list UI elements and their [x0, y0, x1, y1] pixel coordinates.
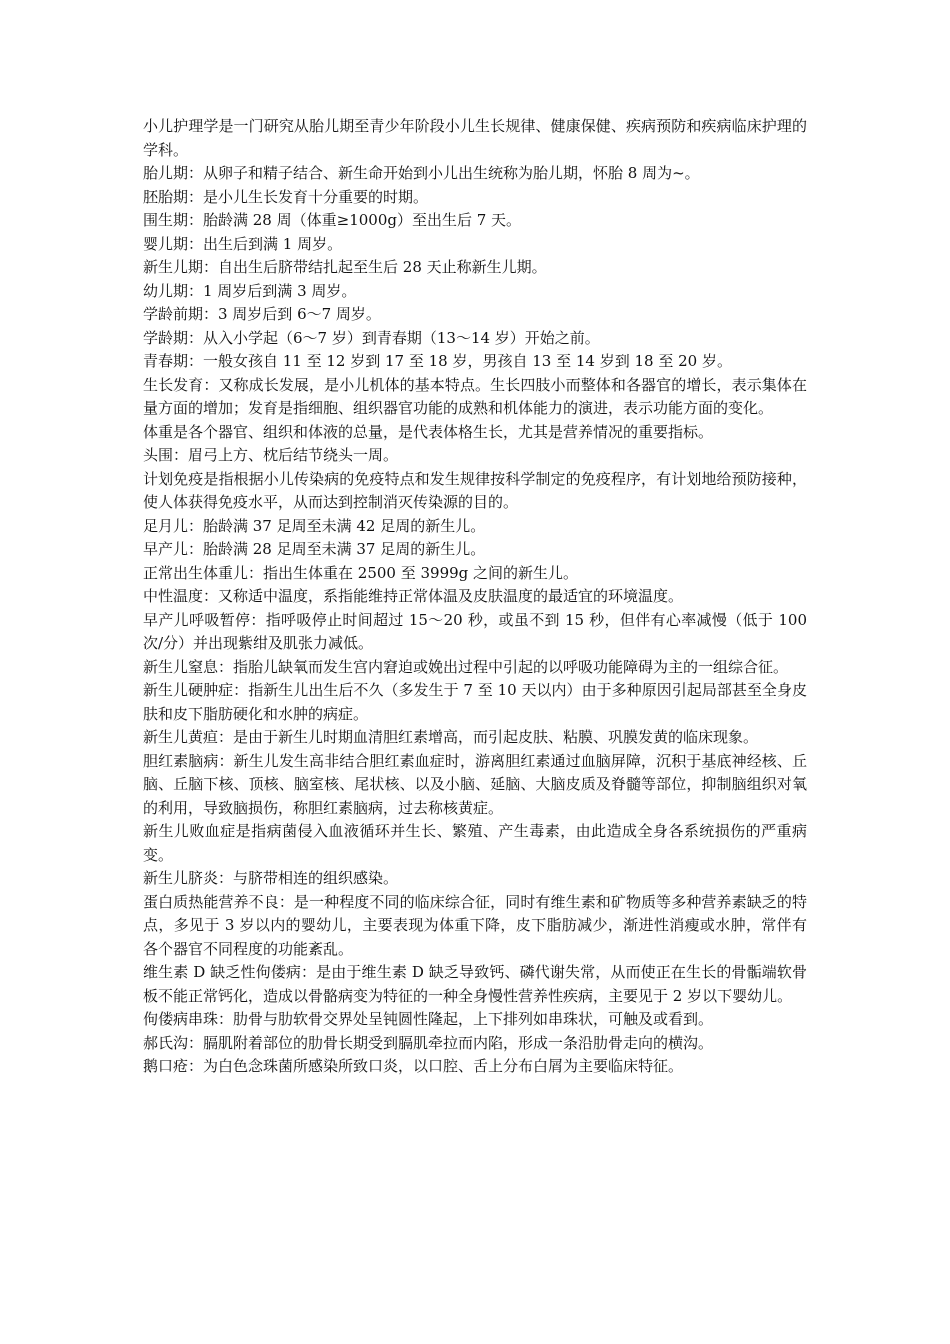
definition-protein-energy-malnutrition: 蛋白质热能营养不良：是一种程度不同的临床综合征，同时有维生素和矿物质等多种营养素缺乏的特点，多见于 3 岁以内的婴幼儿，主要表现为体重下降，皮下脂肪减少，渐进性消瘦或水肿，常伴有各个器官不同程度的功能紊乱。	[143, 892, 807, 958]
definition-rachitic-rosary: 佝偻病串珠：肋骨与肋软骨交界处呈钝圆性隆起，上下排列如串珠状，可触及或看到。	[143, 1010, 714, 1028]
definition-toddler-period: 幼儿期：1 周岁后到满 3 周岁。	[143, 281, 357, 300]
definition-head-circumference: 头围：眉弓上方、枕后结节绕头一周。	[143, 446, 399, 464]
definition-adolescence: 青春期：一般女孩自 11 至 12 岁到 17 至 18 岁，男孩自 13 至 14 岁到 18 至 20 岁。	[143, 352, 732, 370]
definition-harrison-groove: 郝氏沟：膈肌附着部位的肋骨长期受到膈肌牵拉而内陷，形成一条沿肋骨走向的横沟。	[143, 1033, 714, 1052]
definition-vitamin-d-rickets: 维生素 D 缺乏性佝偻病：是由于维生素 D 缺乏导致钙、磷代谢失常，从而使正在生长的骨骺端软骨板不能正常钙化，造成以骨骼病变为特征的一种全身慢性营养性疾病，主要见于 2 岁以下婴幼儿。	[143, 963, 807, 1005]
definition-preschool-period: 学龄前期：3 周岁后到 6～7 周岁。	[143, 305, 381, 323]
definition-body-weight: 体重是各个器官、组织和体液的总量，是代表体格生长，尤其是营养情况的重要指标。	[143, 422, 714, 441]
document-page	[143, 115, 807, 1079]
definition-growth-development: 生长发育：又称成长发展，是小儿机体的基本特点。生长四肢小而整体和各器官的增长，表示集体在量方面的增加；发育是指细胞、组织器官功能的成熟和机体能力的演进，表示功能方面的变化。	[143, 375, 807, 417]
definition-embryonic-period: 胚胎期：是小儿生长发育十分重要的时期。	[143, 187, 429, 206]
definition-neutral-temperature: 中性温度：又称适中温度，系指能维持正常体温及皮肤温度的最适宜的环境温度。	[143, 587, 684, 605]
definition-planned-immunization: 计划免疫是指根据小儿传染病的免疫特点和发生规律按科学制定的免疫程序，有计划地给预防接种，使人体获得免疫水平，从而达到控制消灭传染源的目的。	[143, 469, 807, 511]
definition-full-term-infant: 足月儿：胎龄满 37 足周至未满 42 足周的新生儿。	[143, 516, 486, 535]
definition-normal-birth-weight: 正常出生体重儿：指出生体重在 2500 至 3999g 之间的新生儿。	[143, 563, 579, 582]
intro-paragraph: 小儿护理学是一门研究从胎儿期至青少年阶段小儿生长规律、健康保健、疾病预防和疾病临床护理的学科。	[143, 117, 807, 159]
definition-neonatal-jaundice: 新生儿黄疸：是由于新生儿时期血清胆红素增高，而引起皮肤、粘膜、巩膜发黄的临床现象。	[143, 728, 759, 746]
definition-apnea-of-prematurity: 早产儿呼吸暂停：指呼吸停止时间超过 15～20 秒，或虽不到 15 秒，但伴有心率减慢（低于 100 次/分）并出现紫绀及肌张力减低。	[143, 610, 807, 652]
definition-bilirubin-encephalopathy: 胆红素脑病：新生儿发生高非结合胆红素血症时，游离胆红素通过血脑屏障，沉积于基底神经核、丘脑、丘脑下核、顶核、脑室核、尾状核、以及小脑、延脑、大脑皮质及脊髓等部位，抑制脑组织对氧的利用，导致脑损伤，称胆红素脑病，过去称核黄症。	[143, 751, 807, 817]
definition-premature-infant: 早产儿：胎龄满 28 足周至未满 37 足周的新生儿。	[143, 540, 486, 558]
definition-neonatal-asphyxia: 新生儿窒息：指胎儿缺氧而发生宫内窘迫或娩出过程中引起的以呼吸功能障碍为主的一组综合征。	[143, 657, 789, 676]
definition-perinatal-period: 围生期：胎龄满 28 周（体重≥1000g）至出生后 7 天。	[143, 211, 522, 229]
definition-neonatal-sclerema: 新生儿硬肿症：指新生儿出生后不久（多发生于 7 至 10 天以内）由于多种原因引起局部甚至全身皮肤和皮下脂肪硬化和水肿的病症。	[143, 681, 807, 723]
definition-neonatal-period: 新生儿期：自出生后脐带结扎起至生后 28 天止称新生儿期。	[143, 258, 547, 276]
definition-neonatal-sepsis: 新生儿败血症是指病菌侵入血液循环并生长、繁殖、产生毒素，由此造成全身各系统损伤的严重病变。	[143, 822, 807, 864]
definition-fetal-period: 胎儿期：从卵子和精子结合、新生命开始到小儿出生统称为胎儿期，怀胎 8 周为~。	[143, 164, 700, 182]
definition-school-age: 学龄期：从入小学起（6～7 岁）到青春期（13～14 岁）开始之前。	[143, 328, 600, 347]
definition-thrush: 鹅口疮：为白色念珠菌所感染所致口炎，以口腔、舌上分布白屑为主要临床特征。	[143, 1057, 684, 1075]
definition-infancy: 婴儿期：出生后到满 1 周岁。	[143, 234, 343, 253]
definition-neonatal-omphalitis: 新生儿脐炎：与脐带相连的组织感染。	[143, 869, 399, 887]
